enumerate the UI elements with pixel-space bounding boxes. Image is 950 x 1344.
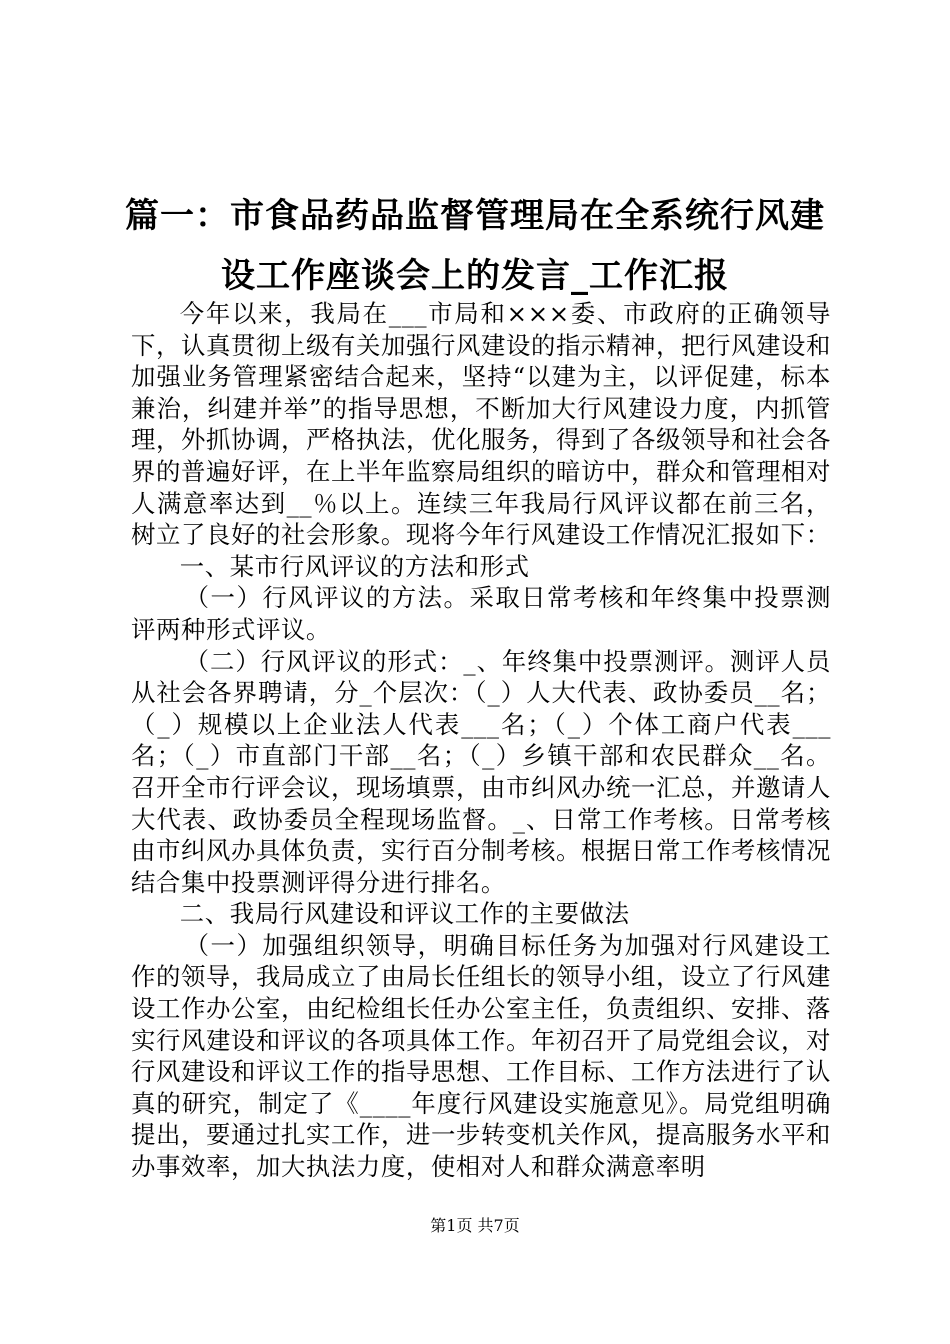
paragraph-organization: （一）加强组织领导，明确目标任务为加强对行风建设工作的领导，我局成立了由局长任组长的领导小组，设立了行风建设工作办公室，由纪检组长任办公室主任，负责组织、安排、落实行风建设和评议的各项具体工作。年初召开了局党组会议，对行风建设和评议工作的指导思想、工作目标、工作方法进行了认真的研究，制定了《____年度行风建设实施意见》。局党组明确提出，要通过扎实工作，进一步转变机关作风，提高服务水平和办事效率，加大执法力度，使相对人和群众满意率明 <box>131 930 831 1182</box>
section-heading-2: 二、我局行风建设和评议工作的主要做法 <box>179 899 630 929</box>
paragraph-intro: 今年以来，我局在___市局和×××委、市政府的正确领导下，认真贯彻上级有关加强行风建设的指示精神，把行风建设和加强业务管理紧密结合起来，坚持“以建为主，以评促建，标本兼治，纠建并举”的指导思想，不断加大行风建设力度，内抓管理，外抓协调，严格执法，优化服务，得到了各级领导和社会各界的普遍好评，在上半年监察局组织的暗访中，群众和管理相对人满意率达到__％以上。连续三年我局行风评议都在前三名，树立了良好的社会形象。现将今年行风建设工作情况汇报如下： <box>131 299 831 550</box>
paragraph-form: （二）行风评议的形式：_、年终集中投票测评。测评人员从社会各界聘请，分_个层次：（_）人大代表、政协委员__名；（_）规模以上企业法人代表___名；（_）个体工商户代表___名；（_）市直部门干部__名；（_）乡镇干部和农民群众__名。召开全市行评会议，现场填票，由市纠风办统一汇总，并邀请人大代表、政协委员全程现场监督。_、日常工作考核。日常考核由市纠风办具体负责，实行百分制考核。根据日常工作考核情况结合集中投票测评得分进行排名。 <box>131 646 831 897</box>
document-title: 篇一：市食品药品监督管理局在全系统行风建设工作座谈会上的发言_工作汇报 <box>125 196 825 296</box>
section-heading-1: 一、某市行风评议的方法和形式 <box>179 551 530 581</box>
document-body <box>131 298 831 1183</box>
page-number: 第1页 共7页 <box>430 1216 520 1235</box>
paragraph-method: （一）行风评议的方法。采取日常考核和年终集中投票测评两种形式评议。 <box>131 583 831 644</box>
